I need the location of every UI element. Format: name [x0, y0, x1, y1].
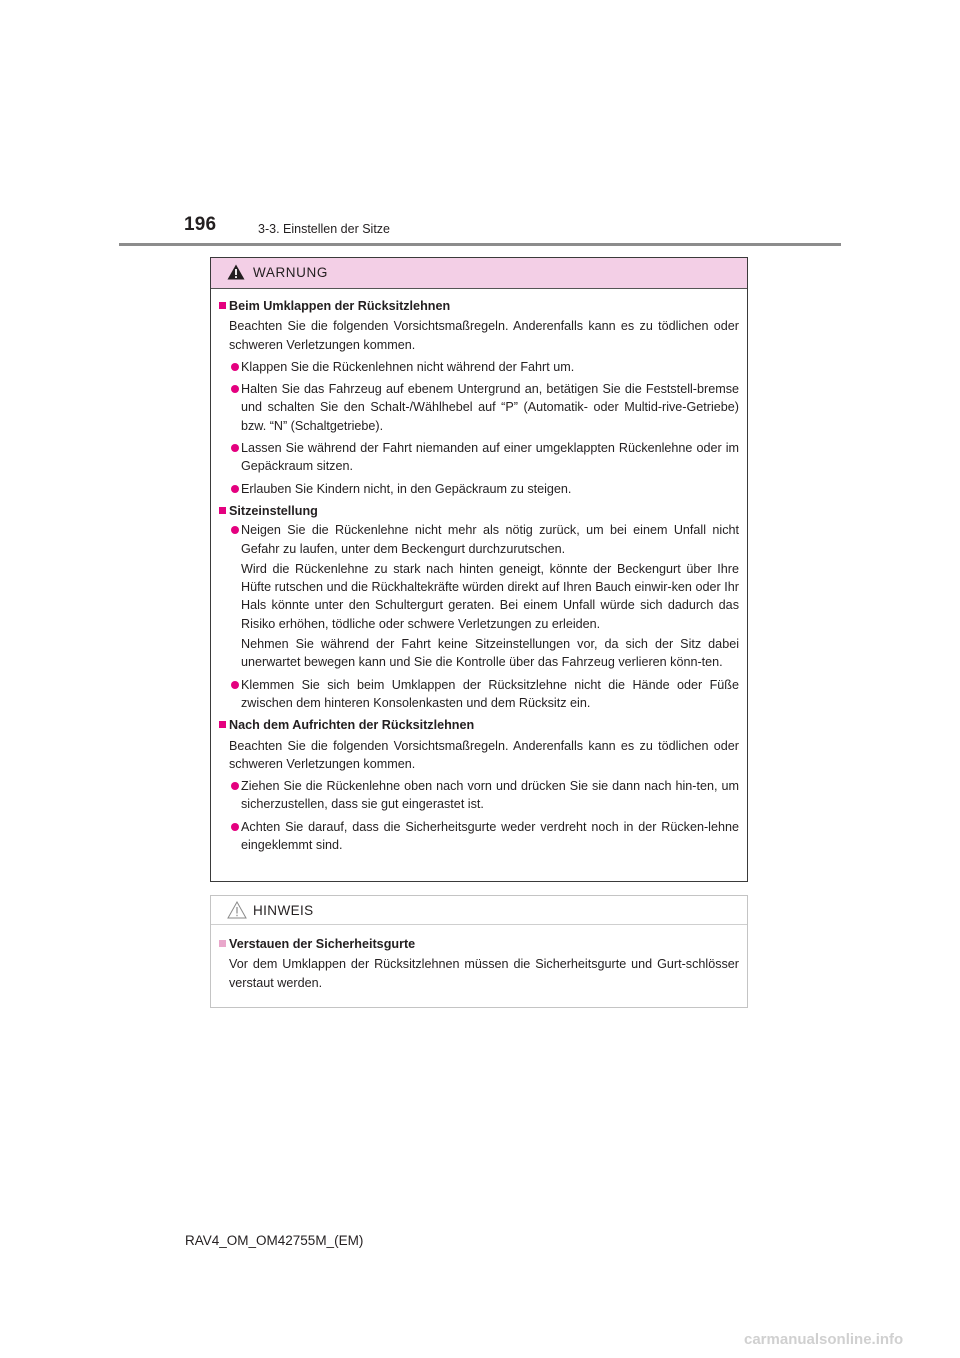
- warning-box: [210, 257, 748, 882]
- list-item-text: Achten Sie darauf, dass die Sicherheitsgurte weder verdreht noch in der Rücken-lehne eingeklemmt sind.: [241, 819, 739, 853]
- section-intro: Beachten Sie die folgenden Vorsichtsmaßregeln. Anderenfalls kann es zu tödlichen oder schweren Verletzungen kommen.: [229, 738, 739, 771]
- list-item-text: Klappen Sie die Rückenlehnen nicht während der Fahrt um.: [241, 359, 575, 374]
- list-item-text: Erlauben Sie Kindern nicht, in den Gepäckraum zu steigen.: [241, 481, 572, 496]
- section-heading-text: Nach dem Aufrichten der Rücksitzlehnen: [229, 718, 475, 733]
- square-bullet-icon: [219, 302, 226, 309]
- list-item: [219, 521, 739, 671]
- notice-text: Vor dem Umklappen der Rücksitzlehnen müssen die Sicherheitsgurte und Gurt-schlösser verstaut werden.: [229, 957, 739, 990]
- notice-title: HINWEIS: [253, 903, 314, 918]
- warning-body: [211, 289, 747, 854]
- section-heading: [219, 716, 739, 734]
- section-heading: [219, 935, 739, 953]
- warning-title: WARNUNG: [253, 265, 328, 280]
- list-item: [219, 676, 739, 713]
- list-item-text: Halten Sie das Fahrzeug auf ebenem Untergrund an, betätigen Sie die Feststell-bremse und schalten Sie den Schalt-/Wählhebel auf “P” (Automatik- oder Multid-rive-Getriebe) bzw. “N” (Schaltgetriebe).: [241, 382, 739, 433]
- section-heading: [219, 502, 739, 520]
- header-divider: [119, 243, 841, 246]
- bullet-dot-icon: [231, 526, 239, 534]
- warning-header: [211, 258, 747, 289]
- list-item-text: Nehmen Sie während der Fahrt keine Sitzeinstellungen vor, da sich der Sitz dabei unerwartet bewegen kann und Sie die Kontrolle über das Fahrzeug verlieren könn-ten.: [241, 637, 739, 670]
- notice-triangle-icon: [227, 901, 247, 919]
- square-bullet-icon: [219, 721, 226, 728]
- document-code: RAV4_OM_OM42755M_(EM): [185, 1233, 364, 1248]
- list-item-text: Lassen Sie während der Fahrt niemanden auf einer umgeklappten Rückenlehne oder im Gepäckraum sitzen.: [241, 441, 739, 474]
- bullet-dot-icon: [231, 681, 239, 689]
- bullet-dot-icon: [231, 363, 239, 371]
- square-bullet-icon: [219, 940, 226, 947]
- bullet-dot-icon: [231, 444, 239, 452]
- section-heading-text: Verstauen der Sicherheitsgurte: [229, 937, 416, 951]
- watermark: carmanualsonline.info: [744, 1331, 904, 1348]
- page-number: 196: [184, 214, 217, 235]
- list-item: [219, 439, 739, 476]
- bullet-dot-icon: [231, 782, 239, 790]
- bullet-dot-icon: [231, 823, 239, 831]
- section-heading: [219, 297, 739, 315]
- list-item: [219, 818, 739, 855]
- list-item-text: Ziehen Sie die Rückenlehne oben nach vorn und drücken Sie sie dann nach hin-ten, um sicherzustellen, dass sie gut eingerastet ist.: [241, 779, 739, 812]
- notice-header: [211, 896, 747, 925]
- warning-triangle-icon: [227, 264, 245, 280]
- section-intro: Beachten Sie die folgenden Vorsichtsmaßregeln. Anderenfalls kann es zu tödlichen oder schweren Verletzungen kommen.: [229, 319, 739, 352]
- notice-body: [211, 925, 747, 992]
- list-item: [219, 358, 739, 376]
- list-item-text: Klemmen Sie sich beim Umklappen der Rücksitzlehne nicht die Hände oder Füße zwischen dem hinteren Konsolenkasten und dem Rücksitz ein.: [241, 677, 739, 710]
- section-title: 3-3. Einstellen der Sitze: [258, 222, 391, 236]
- list-item: [219, 777, 739, 814]
- list-item-text: Wird die Rückenlehne zu stark nach hinten geneigt, könnte der Beckengurt über Ihre Hüfte rutschen und die Rückhaltekräfte würden direkt auf Ihren Bauch einwir-ken oder Ihr Hals könnte unter den Schultergurt geraten. Bei einem Unfall würde sich dadurch das Risiko erhöhen, tödliche oder schwere Verletzungen zu erleiden.: [241, 561, 739, 631]
- section-heading-text: Beim Umklappen der Rücksitzlehnen: [229, 299, 451, 313]
- square-bullet-icon: [219, 507, 226, 514]
- notice-box: [210, 895, 748, 1008]
- bullet-dot-icon: [231, 485, 239, 493]
- list-item: [219, 380, 739, 435]
- list-item-text: Neigen Sie die Rückenlehne nicht mehr als nötig zurück, um bei einem Unfall nicht Gefahr zu laufen, unter dem Beckengurt durchzurutschen.: [241, 523, 739, 556]
- bullet-dot-icon: [231, 385, 239, 393]
- section-heading-text: Sitzeinstellung: [229, 503, 318, 518]
- list-item: [219, 480, 739, 498]
